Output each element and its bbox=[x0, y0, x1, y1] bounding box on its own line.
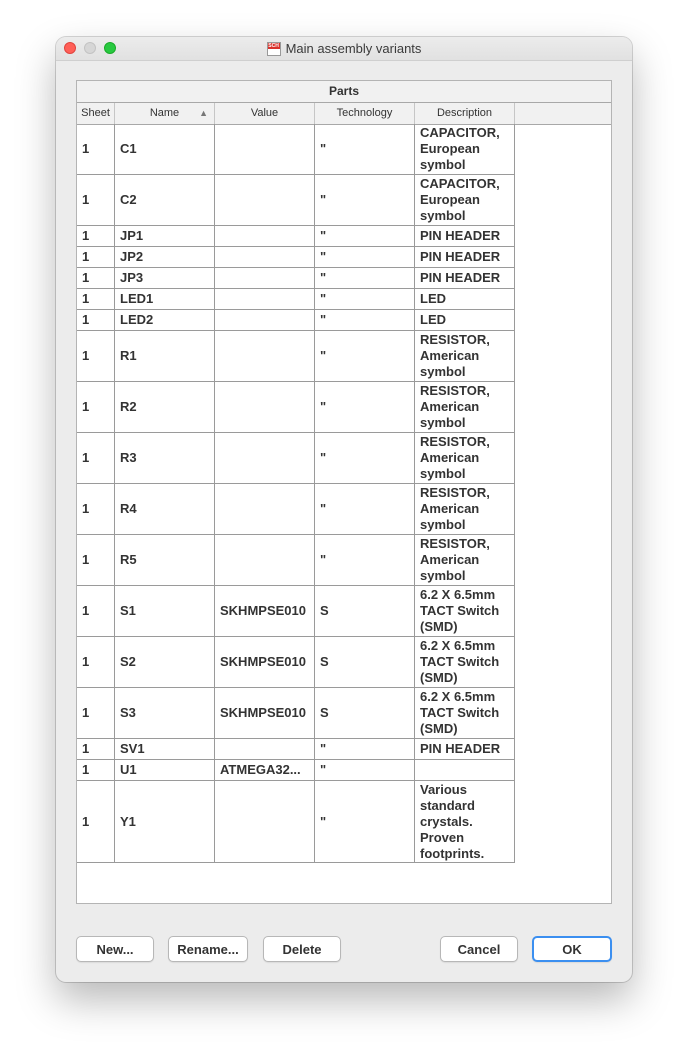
cell-technology: " bbox=[315, 484, 415, 535]
cell-description: CAPACITOR, European symbol bbox=[415, 175, 515, 226]
cell-sheet: 1 bbox=[77, 289, 115, 310]
window-title: Main assembly variants bbox=[285, 41, 422, 56]
table-row[interactable] bbox=[77, 433, 515, 484]
cell-name: R4 bbox=[115, 484, 215, 535]
cell-sheet: 1 bbox=[77, 535, 115, 586]
cell-technology: S bbox=[315, 586, 415, 637]
cell-value bbox=[215, 124, 315, 175]
cell-sheet: 1 bbox=[77, 247, 115, 268]
column-header-name[interactable] bbox=[115, 103, 215, 124]
table-row[interactable] bbox=[77, 247, 515, 268]
cell-description: PIN HEADER bbox=[415, 247, 515, 268]
cell-technology: " bbox=[315, 124, 415, 175]
cell-sheet: 1 bbox=[77, 331, 115, 382]
cell-sheet: 1 bbox=[77, 781, 115, 863]
close-window-button[interactable] bbox=[64, 42, 76, 54]
cell-sheet: 1 bbox=[77, 760, 115, 781]
cell-value bbox=[215, 268, 315, 289]
schematic-icon: SCH bbox=[267, 42, 281, 56]
delete-button[interactable]: Delete bbox=[263, 936, 341, 962]
cell-value bbox=[215, 247, 315, 268]
cell-technology: S bbox=[315, 637, 415, 688]
cell-name: JP1 bbox=[115, 226, 215, 247]
cell-name: JP3 bbox=[115, 268, 215, 289]
cell-name: S3 bbox=[115, 688, 215, 739]
cell-name: C2 bbox=[115, 175, 215, 226]
table-body bbox=[77, 124, 515, 863]
table-row[interactable] bbox=[77, 175, 515, 226]
table-row[interactable] bbox=[77, 289, 515, 310]
cell-description: Various standard crystals. Proven footprints. bbox=[415, 781, 515, 863]
table-row[interactable] bbox=[77, 226, 515, 247]
rename-button[interactable]: Rename... bbox=[168, 936, 248, 962]
cell-technology: " bbox=[315, 289, 415, 310]
cell-sheet: 1 bbox=[77, 268, 115, 289]
table-row[interactable] bbox=[77, 331, 515, 382]
cell-description: LED bbox=[415, 310, 515, 331]
cell-description: RESISTOR, American symbol bbox=[415, 484, 515, 535]
cell-description: RESISTOR, American symbol bbox=[415, 331, 515, 382]
cell-name: C1 bbox=[115, 124, 215, 175]
cell-value: SKHMPSE010 bbox=[215, 586, 315, 637]
cell-technology: " bbox=[315, 382, 415, 433]
table-row[interactable] bbox=[77, 781, 515, 863]
cell-value: SKHMPSE010 bbox=[215, 688, 315, 739]
column-header-value[interactable]: Value bbox=[215, 103, 315, 124]
cell-value: ATMEGA32... bbox=[215, 760, 315, 781]
title-bar[interactable] bbox=[56, 37, 632, 61]
table-row[interactable] bbox=[77, 382, 515, 433]
cell-value bbox=[215, 739, 315, 760]
cell-technology: " bbox=[315, 760, 415, 781]
table-row[interactable] bbox=[77, 586, 515, 637]
cell-value bbox=[215, 433, 315, 484]
column-header-description[interactable]: Description bbox=[415, 103, 515, 124]
column-header-technology[interactable]: Technology bbox=[315, 103, 415, 124]
cell-description bbox=[415, 760, 515, 781]
cell-technology: " bbox=[315, 781, 415, 863]
cell-sheet: 1 bbox=[77, 739, 115, 760]
cell-name: LED2 bbox=[115, 310, 215, 331]
cell-sheet: 1 bbox=[77, 226, 115, 247]
cell-sheet: 1 bbox=[77, 688, 115, 739]
cell-value bbox=[215, 331, 315, 382]
cell-description: LED bbox=[415, 289, 515, 310]
cell-name: U1 bbox=[115, 760, 215, 781]
cell-sheet: 1 bbox=[77, 433, 115, 484]
parts-table[interactable] bbox=[76, 80, 612, 904]
new-button[interactable]: New... bbox=[76, 936, 154, 962]
cell-value bbox=[215, 175, 315, 226]
table-row[interactable] bbox=[77, 124, 515, 175]
cell-sheet: 1 bbox=[77, 310, 115, 331]
cell-name: SV1 bbox=[115, 739, 215, 760]
table-row[interactable] bbox=[77, 310, 515, 331]
column-header-sheet[interactable]: Sheet bbox=[77, 103, 115, 124]
column-header-row bbox=[77, 103, 611, 125]
cell-value bbox=[215, 310, 315, 331]
table-row[interactable] bbox=[77, 484, 515, 535]
cell-name: R2 bbox=[115, 382, 215, 433]
cell-sheet: 1 bbox=[77, 484, 115, 535]
table-row[interactable] bbox=[77, 637, 515, 688]
cancel-button[interactable]: Cancel bbox=[440, 936, 518, 962]
cell-name: R5 bbox=[115, 535, 215, 586]
cell-description: 6.2 X 6.5mm TACT Switch (SMD) bbox=[415, 586, 515, 637]
cell-description: RESISTOR, American symbol bbox=[415, 535, 515, 586]
cell-technology: " bbox=[315, 331, 415, 382]
cell-technology: " bbox=[315, 226, 415, 247]
cell-value bbox=[215, 382, 315, 433]
cell-technology: S bbox=[315, 688, 415, 739]
zoom-window-button[interactable] bbox=[104, 42, 116, 54]
cell-sheet: 1 bbox=[77, 637, 115, 688]
cell-description: 6.2 X 6.5mm TACT Switch (SMD) bbox=[415, 637, 515, 688]
cell-name: R3 bbox=[115, 433, 215, 484]
cell-name: JP2 bbox=[115, 247, 215, 268]
cell-technology: " bbox=[315, 247, 415, 268]
cell-technology: " bbox=[315, 535, 415, 586]
table-row[interactable] bbox=[77, 268, 515, 289]
cell-description: 6.2 X 6.5mm TACT Switch (SMD) bbox=[415, 688, 515, 739]
table-row[interactable] bbox=[77, 688, 515, 739]
cell-name: S2 bbox=[115, 637, 215, 688]
cell-sheet: 1 bbox=[77, 124, 115, 175]
cell-name: S1 bbox=[115, 586, 215, 637]
table-row[interactable] bbox=[77, 760, 515, 781]
table-row[interactable] bbox=[77, 535, 515, 586]
minimize-window-button[interactable] bbox=[84, 42, 96, 54]
cell-description: CAPACITOR, European symbol bbox=[415, 124, 515, 175]
table-row[interactable] bbox=[77, 739, 515, 760]
cell-description: RESISTOR, American symbol bbox=[415, 433, 515, 484]
cell-value bbox=[215, 781, 315, 863]
cell-sheet: 1 bbox=[77, 382, 115, 433]
cell-technology: " bbox=[315, 739, 415, 760]
cell-description: PIN HEADER bbox=[415, 268, 515, 289]
cell-value bbox=[215, 226, 315, 247]
cell-name: Y1 bbox=[115, 781, 215, 863]
cell-technology: " bbox=[315, 433, 415, 484]
cell-value bbox=[215, 535, 315, 586]
sort-ascending-icon: ▲ bbox=[199, 108, 208, 118]
cell-value: SKHMPSE010 bbox=[215, 637, 315, 688]
cell-description: PIN HEADER bbox=[415, 226, 515, 247]
variants-dialog bbox=[56, 37, 632, 982]
column-header-name-label: Name bbox=[149, 107, 180, 119]
cell-technology: " bbox=[315, 310, 415, 331]
cell-description: RESISTOR, American symbol bbox=[415, 382, 515, 433]
cell-sheet: 1 bbox=[77, 175, 115, 226]
cell-name: LED1 bbox=[115, 289, 215, 310]
cell-value bbox=[215, 289, 315, 310]
cell-description: PIN HEADER bbox=[415, 739, 515, 760]
cell-value bbox=[215, 484, 315, 535]
cell-technology: " bbox=[315, 175, 415, 226]
cell-name: R1 bbox=[115, 331, 215, 382]
cell-technology: " bbox=[315, 268, 415, 289]
parts-group-header: Parts bbox=[77, 81, 611, 103]
cell-sheet: 1 bbox=[77, 586, 115, 637]
ok-button[interactable]: OK bbox=[532, 936, 612, 962]
